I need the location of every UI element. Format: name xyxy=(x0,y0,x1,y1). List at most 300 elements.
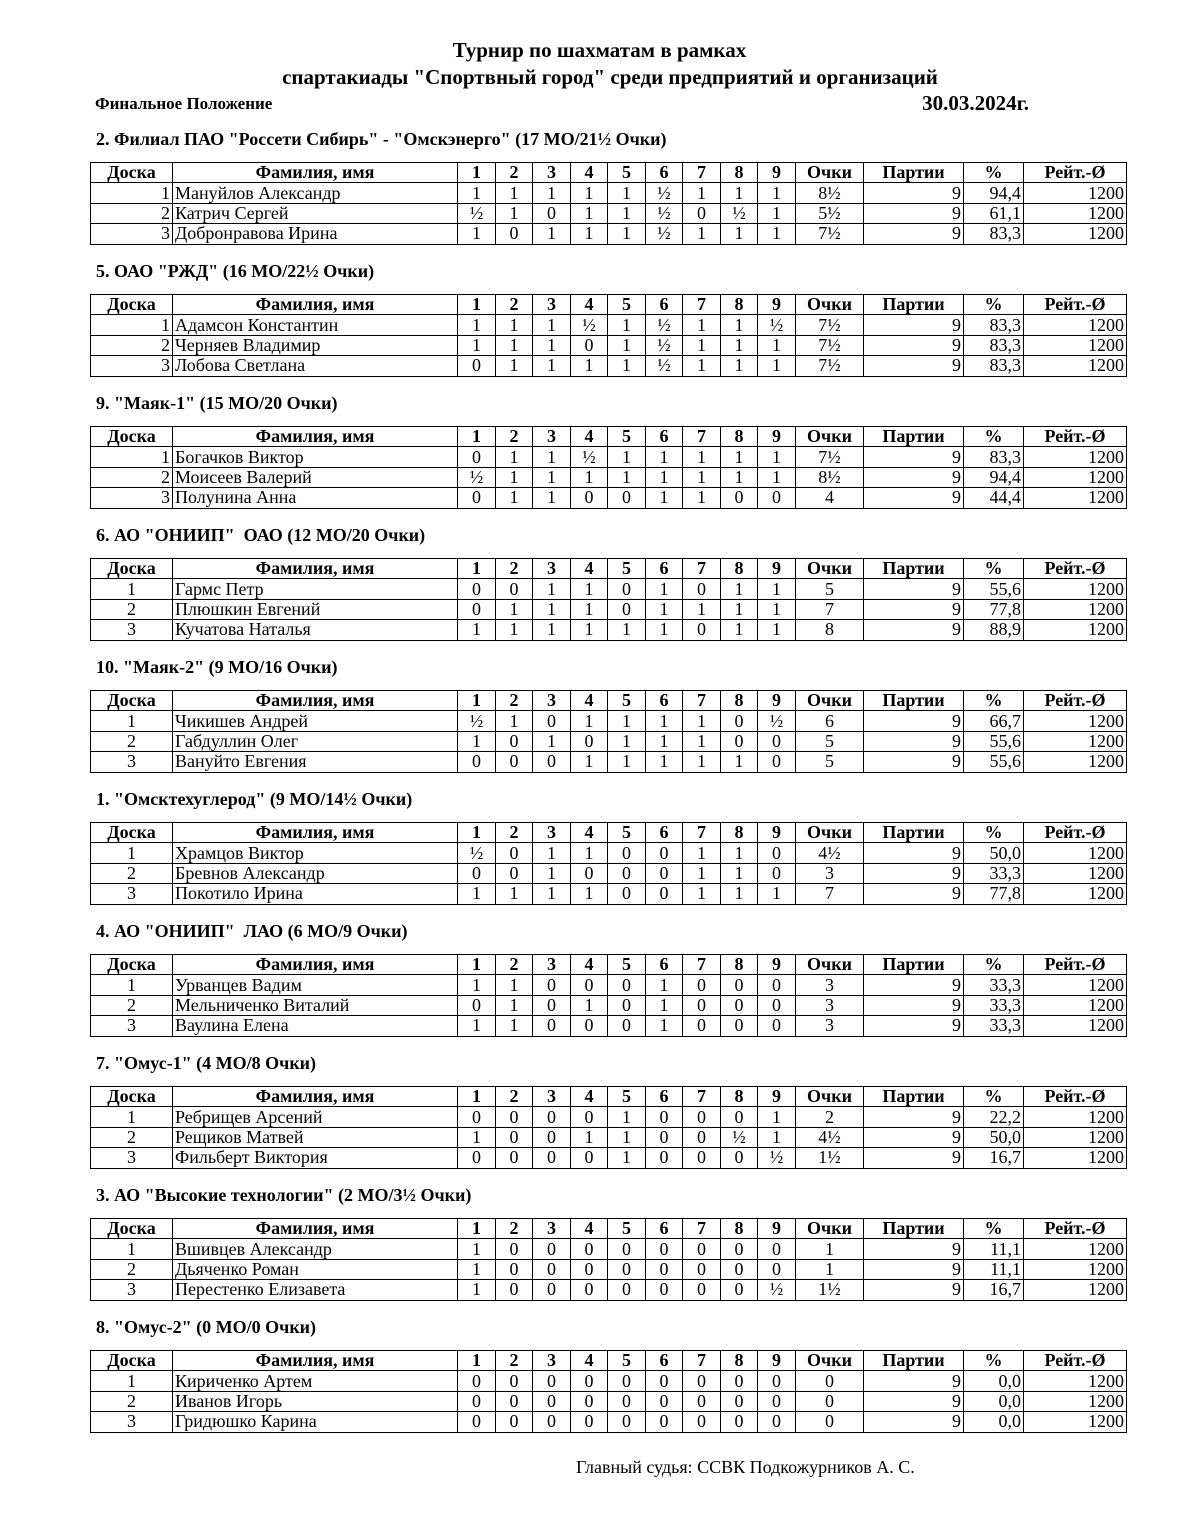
player-name-cell: Гармс Петр xyxy=(173,579,458,599)
round-result-cell: 0 xyxy=(458,863,496,883)
team-title: 10. "Маяк-2" (9 МО/16 Очки) xyxy=(96,657,338,677)
round-result-cell: 1 xyxy=(571,1127,608,1147)
round-result-cell: 0 xyxy=(496,1127,533,1147)
games-cell: 9 xyxy=(864,995,964,1015)
round-result-cell: 1 xyxy=(458,315,496,335)
round-result-cell: 0 xyxy=(533,203,571,223)
round-result-cell: 1 xyxy=(721,884,758,904)
round-result-cell: 0 xyxy=(458,1148,496,1168)
round-result-cell: 0 xyxy=(458,447,496,467)
board-number-cell: 1 xyxy=(91,711,173,731)
round-result-cell: 0 xyxy=(533,975,571,995)
round-result-cell: 1 xyxy=(496,447,533,467)
player-name-cell: Ребрищев Арсений xyxy=(173,1107,458,1127)
column-header: 7 xyxy=(683,691,721,711)
round-result-cell: 0 xyxy=(758,752,796,772)
round-result-cell: 1 xyxy=(533,620,571,640)
column-header: Доска xyxy=(91,295,173,315)
rating-cell: 1200 xyxy=(1024,1280,1127,1300)
table-row xyxy=(91,711,1127,731)
round-result-cell: 1 xyxy=(683,315,721,335)
column-header: 7 xyxy=(683,163,721,183)
column-header: 4 xyxy=(571,1219,608,1239)
column-header: Очки xyxy=(796,163,864,183)
games-cell: 9 xyxy=(864,1016,964,1036)
round-result-cell: 0 xyxy=(758,1016,796,1036)
column-header: 6 xyxy=(646,427,683,447)
round-result-cell: 0 xyxy=(608,599,646,619)
round-result-cell: 1 xyxy=(721,599,758,619)
round-result-cell: 0 xyxy=(496,1148,533,1168)
games-cell: 9 xyxy=(864,863,964,883)
round-result-cell: 1 xyxy=(683,884,721,904)
games-cell: 9 xyxy=(864,356,964,376)
table-row xyxy=(91,447,1127,467)
table-row xyxy=(91,488,1127,508)
table-row xyxy=(91,1391,1127,1411)
team-section xyxy=(0,1312,1199,1444)
round-result-cell: 1 xyxy=(458,183,496,203)
points-cell: 1 xyxy=(796,1259,864,1279)
round-result-cell: 0 xyxy=(496,1239,533,1259)
column-header: Очки xyxy=(796,1087,864,1107)
points-cell: 7 xyxy=(796,884,864,904)
column-header: 5 xyxy=(608,691,646,711)
round-result-cell: 0 xyxy=(533,711,571,731)
column-header: 7 xyxy=(683,427,721,447)
player-name-cell: Лобова Светлана xyxy=(173,356,458,376)
column-header: % xyxy=(964,1219,1024,1239)
column-header: Рейт.-Ø xyxy=(1024,955,1127,975)
points-cell: 3 xyxy=(796,1016,864,1036)
round-result-cell: 0 xyxy=(496,843,533,863)
column-header: 5 xyxy=(608,1219,646,1239)
round-result-cell: 0 xyxy=(533,1107,571,1127)
round-result-cell: 0 xyxy=(571,975,608,995)
column-header: 6 xyxy=(646,1351,683,1371)
table-row xyxy=(91,843,1127,863)
column-header: 5 xyxy=(608,559,646,579)
column-header: 6 xyxy=(646,1219,683,1239)
team-title: 5. ОАО "РЖД" (16 МО/22½ Очки) xyxy=(96,261,375,281)
player-name-cell: Мануйлов Александр xyxy=(173,183,458,203)
round-result-cell: 1 xyxy=(683,447,721,467)
percent-cell: 77,8 xyxy=(964,884,1024,904)
board-number-cell: 1 xyxy=(91,447,173,467)
round-result-cell: 1 xyxy=(721,356,758,376)
column-header: Фамилия, имя xyxy=(173,559,458,579)
column-header: 6 xyxy=(646,955,683,975)
points-cell: 5 xyxy=(796,752,864,772)
player-name-cell: Черняев Владимир xyxy=(173,335,458,355)
round-result-cell: 0 xyxy=(533,1412,571,1432)
round-result-cell: 1 xyxy=(608,315,646,335)
table-header-row xyxy=(91,559,1127,579)
points-cell: 1½ xyxy=(796,1148,864,1168)
round-result-cell: 0 xyxy=(608,863,646,883)
results-table xyxy=(90,1350,1127,1433)
round-result-cell: 1 xyxy=(683,356,721,376)
column-header: Очки xyxy=(796,691,864,711)
round-result-cell: 0 xyxy=(458,599,496,619)
table-row xyxy=(91,1107,1127,1127)
document-title-line2: спартакиады "Спортвный город" среди предприятий и организаций xyxy=(282,65,938,89)
points-cell: 7 xyxy=(796,599,864,619)
column-header: 1 xyxy=(458,295,496,315)
round-result-cell: 0 xyxy=(571,1107,608,1127)
round-result-cell: 0 xyxy=(683,620,721,640)
rating-cell: 1200 xyxy=(1024,995,1127,1015)
round-result-cell: 0 xyxy=(496,1259,533,1279)
column-header: Фамилия, имя xyxy=(173,691,458,711)
rating-cell: 1200 xyxy=(1024,884,1127,904)
points-cell: 1½ xyxy=(796,1280,864,1300)
round-result-cell: 1 xyxy=(646,975,683,995)
round-result-cell: ½ xyxy=(646,224,683,244)
player-name-cell: Бревнов Александр xyxy=(173,863,458,883)
column-header: 5 xyxy=(608,295,646,315)
board-number-cell: 2 xyxy=(91,1391,173,1411)
round-result-cell: 0 xyxy=(533,995,571,1015)
results-table xyxy=(90,690,1127,773)
round-result-cell: 1 xyxy=(533,731,571,751)
board-number-cell: 2 xyxy=(91,203,173,223)
round-result-cell: 0 xyxy=(608,488,646,508)
rating-cell: 1200 xyxy=(1024,1016,1127,1036)
round-result-cell: 1 xyxy=(683,752,721,772)
table-row xyxy=(91,356,1127,376)
table-row xyxy=(91,995,1127,1015)
rating-cell: 1200 xyxy=(1024,1107,1127,1127)
round-result-cell: 0 xyxy=(496,579,533,599)
team-title: 1. "Омсктехуглерод" (9 МО/14½ Очки) xyxy=(96,789,413,809)
board-number-cell: 1 xyxy=(91,1107,173,1127)
column-header: 2 xyxy=(496,955,533,975)
table-header-row xyxy=(91,691,1127,711)
round-result-cell: 1 xyxy=(683,183,721,203)
percent-cell: 77,8 xyxy=(964,599,1024,619)
board-number-cell: 3 xyxy=(91,356,173,376)
table-header-row xyxy=(91,1351,1127,1371)
points-cell: 7½ xyxy=(796,335,864,355)
round-result-cell: 0 xyxy=(571,1148,608,1168)
round-result-cell: ½ xyxy=(458,843,496,863)
rating-cell: 1200 xyxy=(1024,467,1127,487)
percent-cell: 33,3 xyxy=(964,1016,1024,1036)
player-name-cell: Ваулина Елена xyxy=(173,1016,458,1036)
round-result-cell: 1 xyxy=(646,467,683,487)
round-result-cell: ½ xyxy=(458,711,496,731)
player-name-cell: Полунина Анна xyxy=(173,488,458,508)
round-result-cell: 0 xyxy=(496,731,533,751)
column-header: Рейт.-Ø xyxy=(1024,1219,1127,1239)
percent-cell: 16,7 xyxy=(964,1280,1024,1300)
round-result-cell: 0 xyxy=(646,1391,683,1411)
round-result-cell: 1 xyxy=(608,711,646,731)
team-sections xyxy=(0,124,1199,1444)
round-result-cell: 0 xyxy=(758,1259,796,1279)
round-result-cell: 0 xyxy=(533,1280,571,1300)
round-result-cell: 0 xyxy=(571,1239,608,1259)
round-result-cell: 1 xyxy=(758,467,796,487)
team-title: 6. АО "ОНИИП" ОАО (12 МО/20 Очки) xyxy=(96,525,426,545)
games-cell: 9 xyxy=(864,1239,964,1259)
results-table xyxy=(90,1086,1127,1169)
percent-cell: 0,0 xyxy=(964,1412,1024,1432)
table-row xyxy=(91,1259,1127,1279)
round-result-cell: 1 xyxy=(608,224,646,244)
player-name-cell: Фильберт Виктория xyxy=(173,1148,458,1168)
column-header: 2 xyxy=(496,1351,533,1371)
round-result-cell: 1 xyxy=(646,620,683,640)
rating-cell: 1200 xyxy=(1024,356,1127,376)
rating-cell: 1200 xyxy=(1024,488,1127,508)
round-result-cell: 0 xyxy=(758,1412,796,1432)
player-name-cell: Добронравова Ирина xyxy=(173,224,458,244)
points-cell: 8 xyxy=(796,620,864,640)
column-header: 6 xyxy=(646,559,683,579)
round-result-cell: ½ xyxy=(458,467,496,487)
column-header: 5 xyxy=(608,955,646,975)
round-result-cell: 1 xyxy=(533,843,571,863)
round-result-cell: 0 xyxy=(758,1239,796,1259)
round-result-cell: 0 xyxy=(533,1371,571,1391)
round-result-cell: ½ xyxy=(646,335,683,355)
round-result-cell: 1 xyxy=(721,335,758,355)
chief-judge-line: Главный судья: ССВК Подкожурников А. С. xyxy=(576,1457,915,1477)
round-result-cell: 1 xyxy=(571,752,608,772)
column-header: 3 xyxy=(533,1219,571,1239)
table-row xyxy=(91,599,1127,619)
column-header: Фамилия, имя xyxy=(173,1087,458,1107)
round-result-cell: ½ xyxy=(458,203,496,223)
round-result-cell: 1 xyxy=(758,620,796,640)
round-result-cell: 1 xyxy=(458,1239,496,1259)
round-result-cell: ½ xyxy=(571,447,608,467)
column-header: 2 xyxy=(496,1219,533,1239)
table-row xyxy=(91,1016,1127,1036)
board-number-cell: 1 xyxy=(91,975,173,995)
games-cell: 9 xyxy=(864,488,964,508)
round-result-cell: 0 xyxy=(721,1280,758,1300)
round-result-cell: 0 xyxy=(571,863,608,883)
round-result-cell: 0 xyxy=(608,579,646,599)
round-result-cell: 0 xyxy=(683,1259,721,1279)
round-result-cell: 0 xyxy=(758,488,796,508)
round-result-cell: 1 xyxy=(571,467,608,487)
games-cell: 9 xyxy=(864,203,964,223)
rating-cell: 1200 xyxy=(1024,1148,1127,1168)
round-result-cell: 0 xyxy=(458,1107,496,1127)
player-name-cell: Чикишев Андрей xyxy=(173,711,458,731)
round-result-cell: 1 xyxy=(683,224,721,244)
round-result-cell: 0 xyxy=(608,1239,646,1259)
round-result-cell: 0 xyxy=(496,1107,533,1127)
round-result-cell: 0 xyxy=(458,356,496,376)
round-result-cell: 1 xyxy=(571,579,608,599)
round-result-cell: 0 xyxy=(571,1391,608,1411)
table-row xyxy=(91,884,1127,904)
table-row xyxy=(91,467,1127,487)
column-header: Доска xyxy=(91,1219,173,1239)
points-cell: 1 xyxy=(796,1239,864,1259)
column-header: 5 xyxy=(608,823,646,843)
round-result-cell: 0 xyxy=(608,975,646,995)
column-header: 9 xyxy=(758,691,796,711)
round-result-cell: ½ xyxy=(721,203,758,223)
round-result-cell: 0 xyxy=(721,1259,758,1279)
round-result-cell: 1 xyxy=(496,975,533,995)
round-result-cell: 1 xyxy=(683,843,721,863)
board-number-cell: 1 xyxy=(91,579,173,599)
round-result-cell: 0 xyxy=(683,1016,721,1036)
round-result-cell: 0 xyxy=(496,1412,533,1432)
column-header: 2 xyxy=(496,427,533,447)
round-result-cell: 1 xyxy=(458,1259,496,1279)
column-header: Доска xyxy=(91,955,173,975)
team-section xyxy=(0,1180,1199,1312)
round-result-cell: 1 xyxy=(646,711,683,731)
games-cell: 9 xyxy=(864,1148,964,1168)
round-result-cell: 0 xyxy=(683,1127,721,1147)
points-cell: 7½ xyxy=(796,447,864,467)
table-row xyxy=(91,579,1127,599)
round-result-cell: 1 xyxy=(721,224,758,244)
column-header: Партии xyxy=(864,1087,964,1107)
column-header: 4 xyxy=(571,1087,608,1107)
rating-cell: 1200 xyxy=(1024,1391,1127,1411)
rating-cell: 1200 xyxy=(1024,315,1127,335)
round-result-cell: 0 xyxy=(721,975,758,995)
round-result-cell: 1 xyxy=(496,335,533,355)
round-result-cell: 1 xyxy=(758,224,796,244)
round-result-cell: 1 xyxy=(571,203,608,223)
column-header: Фамилия, имя xyxy=(173,163,458,183)
percent-cell: 0,0 xyxy=(964,1371,1024,1391)
table-row xyxy=(91,1148,1127,1168)
points-cell: 5 xyxy=(796,579,864,599)
table-row xyxy=(91,752,1127,772)
team-section xyxy=(0,124,1199,256)
rating-cell: 1200 xyxy=(1024,731,1127,751)
results-table xyxy=(90,954,1127,1037)
board-number-cell: 2 xyxy=(91,467,173,487)
round-result-cell: 1 xyxy=(533,335,571,355)
round-result-cell: 0 xyxy=(571,1371,608,1391)
round-result-cell: 0 xyxy=(458,1371,496,1391)
round-result-cell: 0 xyxy=(458,1391,496,1411)
round-result-cell: 1 xyxy=(646,488,683,508)
round-result-cell: 0 xyxy=(646,1280,683,1300)
round-result-cell: 1 xyxy=(721,315,758,335)
column-header: 3 xyxy=(533,163,571,183)
results-table xyxy=(90,426,1127,509)
round-result-cell: 0 xyxy=(533,1127,571,1147)
round-result-cell: 1 xyxy=(721,183,758,203)
column-header: 1 xyxy=(458,163,496,183)
results-table xyxy=(90,1218,1127,1301)
column-header: Рейт.-Ø xyxy=(1024,1087,1127,1107)
column-header: % xyxy=(964,955,1024,975)
round-result-cell: 1 xyxy=(721,620,758,640)
points-cell: 6 xyxy=(796,711,864,731)
round-result-cell: 1 xyxy=(758,203,796,223)
player-name-cell: Урванцев Вадим xyxy=(173,975,458,995)
player-name-cell: Кириченко Артем xyxy=(173,1371,458,1391)
games-cell: 9 xyxy=(864,1280,964,1300)
round-result-cell: 0 xyxy=(683,203,721,223)
round-result-cell: 0 xyxy=(533,1259,571,1279)
rating-cell: 1200 xyxy=(1024,335,1127,355)
round-result-cell: 1 xyxy=(496,356,533,376)
round-result-cell: 0 xyxy=(496,1280,533,1300)
column-header: 6 xyxy=(646,295,683,315)
column-header: Партии xyxy=(864,1219,964,1239)
player-name-cell: Богачков Виктор xyxy=(173,447,458,467)
board-number-cell: 3 xyxy=(91,1412,173,1432)
games-cell: 9 xyxy=(864,183,964,203)
round-result-cell: 0 xyxy=(758,1391,796,1411)
column-header: 8 xyxy=(721,559,758,579)
column-header: 3 xyxy=(533,955,571,975)
column-header: 5 xyxy=(608,427,646,447)
column-header: Рейт.-Ø xyxy=(1024,823,1127,843)
percent-cell: 55,6 xyxy=(964,731,1024,751)
round-result-cell: 1 xyxy=(758,579,796,599)
round-result-cell: 0 xyxy=(721,488,758,508)
round-result-cell: 0 xyxy=(533,1239,571,1259)
round-result-cell: ½ xyxy=(721,1127,758,1147)
percent-cell: 33,3 xyxy=(964,975,1024,995)
round-result-cell: 1 xyxy=(571,183,608,203)
board-number-cell: 3 xyxy=(91,620,173,640)
round-result-cell: 1 xyxy=(758,884,796,904)
table-row xyxy=(91,975,1127,995)
rating-cell: 1200 xyxy=(1024,975,1127,995)
percent-cell: 50,0 xyxy=(964,843,1024,863)
round-result-cell: 0 xyxy=(496,1391,533,1411)
table-row xyxy=(91,335,1127,355)
column-header: 5 xyxy=(608,1087,646,1107)
column-header: 8 xyxy=(721,295,758,315)
round-result-cell: 1 xyxy=(646,995,683,1015)
column-header: 2 xyxy=(496,823,533,843)
percent-cell: 44,4 xyxy=(964,488,1024,508)
team-section xyxy=(0,784,1199,916)
round-result-cell: 0 xyxy=(646,1371,683,1391)
column-header: % xyxy=(964,295,1024,315)
round-result-cell: 1 xyxy=(571,224,608,244)
column-header: 9 xyxy=(758,559,796,579)
column-header: 1 xyxy=(458,955,496,975)
table-header-row xyxy=(91,1087,1127,1107)
rating-cell: 1200 xyxy=(1024,203,1127,223)
board-number-cell: 2 xyxy=(91,995,173,1015)
games-cell: 9 xyxy=(864,620,964,640)
round-result-cell: 0 xyxy=(533,1016,571,1036)
round-result-cell: 1 xyxy=(758,335,796,355)
round-result-cell: 0 xyxy=(683,1412,721,1432)
column-header: Рейт.-Ø xyxy=(1024,163,1127,183)
table-row xyxy=(91,731,1127,751)
column-header: Рейт.-Ø xyxy=(1024,427,1127,447)
column-header: Партии xyxy=(864,559,964,579)
column-header: 8 xyxy=(721,955,758,975)
board-number-cell: 3 xyxy=(91,224,173,244)
round-result-cell: 0 xyxy=(646,1259,683,1279)
percent-cell: 83,3 xyxy=(964,315,1024,335)
column-header: 3 xyxy=(533,1351,571,1371)
